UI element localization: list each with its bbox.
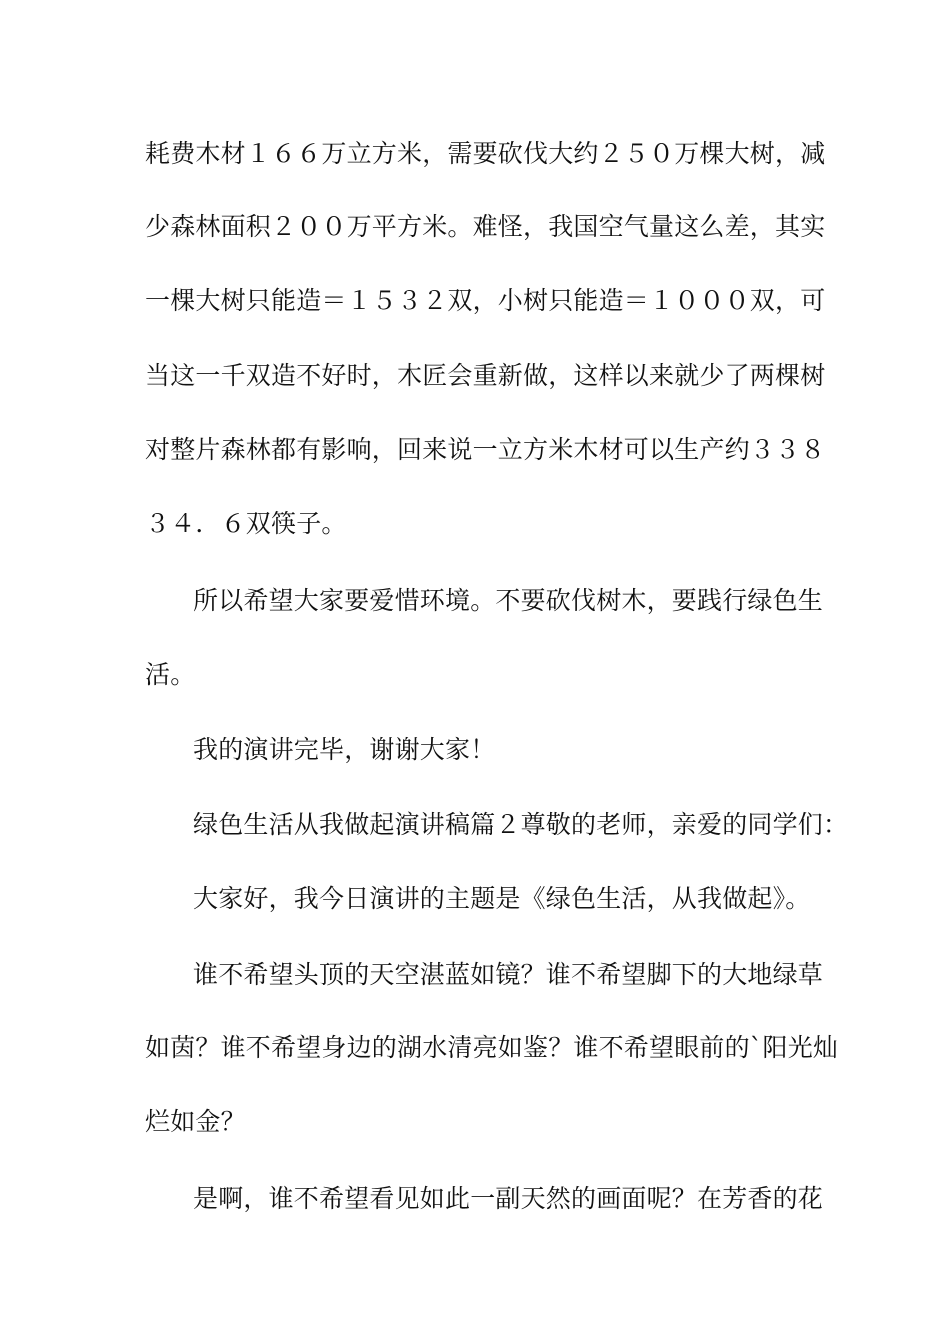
text-line: 活。 bbox=[145, 660, 196, 689]
paragraph-first-line: 大家好，我今日演讲的主题是《绿色生活，从我做起》。 bbox=[193, 884, 811, 913]
paragraph-first-line: 所以希望大家要爱惜环境。不要砍伐树木，要践行绿色生 bbox=[193, 586, 824, 615]
paragraph-first-line: 我的演讲完毕，谢谢大家！ bbox=[193, 735, 496, 764]
paragraph-first-line: 是啊，谁不希望看见如此一副天然的画面呢？在芳香的花 bbox=[193, 1184, 824, 1213]
text-line: 烂如金？ bbox=[145, 1107, 246, 1136]
text-line: 对整片森林都有影响，回来说一立方米木材可以生产约３３８ bbox=[145, 435, 826, 464]
text-line: ３４．６双筷子。 bbox=[145, 509, 347, 538]
text-line: 当这一千双造不好时，木匠会重新做，这样以来就少了两棵树 bbox=[145, 361, 826, 390]
paragraph-first-line: 谁不希望头顶的天空湛蓝如镜？谁不希望脚下的大地绿草 bbox=[193, 960, 824, 989]
text-line: 如茵？谁不希望身边的湖水清亮如鉴？谁不希望眼前的`阳光灿 bbox=[145, 1033, 839, 1062]
text-line: 少森林面积２００万平方米。难怪，我国空气量这么差，其实 bbox=[145, 212, 826, 241]
paragraph-first-line: 绿色生活从我做起演讲稿篇２尊敬的老师，亲爱的同学们： bbox=[193, 810, 849, 839]
text-line: 耗费木材１６６万立方米，需要砍伐大约２５０万棵大树，减 bbox=[145, 139, 826, 168]
text-line: 一棵大树只能造＝１５３２双，小树只能造＝１０００双，可 bbox=[145, 286, 826, 315]
